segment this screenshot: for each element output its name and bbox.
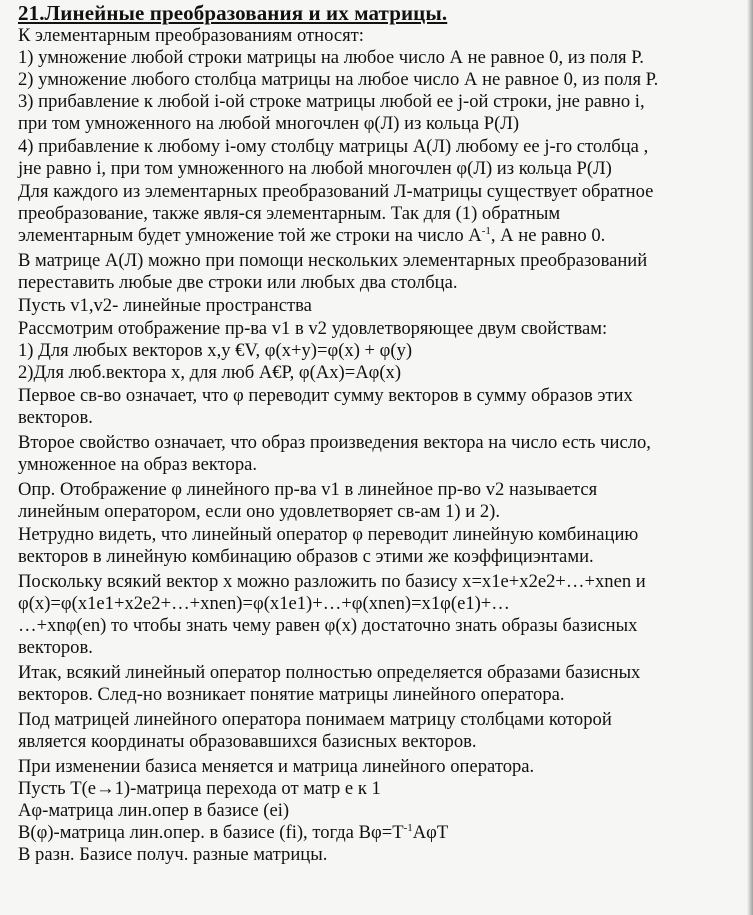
text-line: φ(x)=φ(x1e1+x2e2+…+xnen)=φ(x1e1)+…+φ(xnen)=x1φ(e1)+…	[18, 593, 510, 614]
text-line: Опр. Отображение φ линейного пр-ва v1 в линейное пр-во v2 называется	[18, 479, 598, 500]
paragraph-matrix-def	[18, 709, 743, 753]
text-line: 2)Для люб.вектора x, для люб А€Р, φ(Аx)=Аφ(x)	[18, 362, 402, 383]
paragraph-mapping	[18, 318, 743, 384]
text-line: 3) прибавление к любой i-ой строке матрицы любой ее j-ой строки, jне равно i,	[18, 91, 645, 112]
paragraph-swap	[18, 250, 743, 294]
superscript: -1	[403, 821, 413, 834]
paragraph-definition	[18, 479, 743, 523]
paragraph-linear-combination	[18, 524, 743, 568]
text-line-with-superscript	[18, 822, 743, 844]
text-line: векторов.	[18, 637, 93, 658]
paragraph-determined	[18, 662, 743, 706]
text-line: векторов.	[18, 407, 93, 428]
text-line: при том умноженного на любой многочлен φ(Л) из кольца Р(Л)	[18, 113, 520, 134]
text-line: преобразование, также явля-ся элементарным. Так для (1) обратным	[18, 203, 561, 224]
paragraph-property-1	[18, 385, 743, 429]
text-line: переставить любые две строки или любых два столбца.	[18, 272, 458, 293]
text-line: линейным оператором, если оно удовлетворяет св-ам 1) и 2).	[18, 501, 500, 522]
text-line: Нетрудно видеть, что линейный оператор φ переводит линейную комбинацию	[18, 524, 639, 545]
text-line: 1) умножение любой строки матрицы на любое число А не равное 0, из поля Р.	[18, 47, 644, 68]
text-line: В разн. Базисе получ. разные матрицы.	[18, 844, 328, 865]
text-line: 2) умножение любого столбца матрицы на любое число А не равное 0, из поля Р.	[18, 69, 659, 90]
text-line: Поскольку всякий вектор x можно разложить по базису x=x1e+x2e2+…+xnen и	[18, 571, 646, 592]
paragraph-item-4	[18, 136, 743, 180]
text-line: 1) Для любых векторов x,y €V, φ(x+y)=φ(x) + φ(y)	[18, 340, 413, 361]
text-line: Пусть Т(е→1)-матрица перехода от матр е к 1	[18, 778, 381, 799]
text-line-with-superscript	[18, 225, 743, 247]
text-line: является координаты образовавшихся базисных векторов.	[18, 731, 477, 752]
text-line: …+xnφ(en) то чтобы знать чему равен φ(x) достаточно знать образы базисных	[18, 615, 638, 636]
text-line: Первое св-во означает, что φ переводит сумму векторов в сумму образов этих	[18, 385, 633, 406]
text-line: умноженное на образ вектора.	[18, 454, 258, 475]
text-line: В матрице А(Л) можно при помощи нескольких элементарных преобразований	[18, 250, 648, 271]
paragraph-inverse	[18, 181, 743, 247]
text-line: При изменении базиса меняется и матрица линейного оператора.	[18, 756, 535, 777]
text-fragment: , А не равно 0.	[490, 225, 606, 246]
text-line: Пусть v1,v2- линейные пространства	[18, 295, 312, 316]
text-fragment: В(φ)-матрица лин.опер. в базисе (fi), тогда Вφ=Т	[18, 822, 404, 843]
paragraph-change-basis	[18, 756, 743, 866]
text-line: 4) прибавление к любому i-ому столбцу матрицы А(Л) любому ее j-го столбца ,	[18, 136, 649, 157]
text-line: Для каждого из элементарных преобразований Л-матрицы существует обратное	[18, 181, 654, 202]
text-line: jне равно i, при том умноженного на любой многочлен φ(Л) из кольца Р(Л)	[18, 158, 612, 179]
text-line: векторов в линейную комбинацию образов с этими же коэффициэнтами.	[18, 546, 594, 567]
text-fragment: элементарным будет умножение той же строки на число А	[18, 225, 482, 246]
paragraph-intro	[18, 25, 743, 135]
paragraph-basis	[18, 571, 743, 659]
paragraph-spaces	[18, 295, 743, 317]
page-edge-shadow	[747, 0, 753, 915]
superscript: -1	[481, 224, 491, 237]
text-line: Рассмотрим отображение пр-ва v1 в v2 удовлетворяющее двум свойствам:	[18, 318, 608, 339]
text-line: Второе свойство означает, что образ произведения вектора на число есть число,	[18, 432, 651, 453]
text-line: Аφ-матрица лин.опер в базисе (ei)	[18, 800, 290, 821]
document-title: 21.Линейные преобразования и их матрицы.	[18, 1, 448, 25]
text-line: Под матрицей линейного оператора понимаем матрицу столбцами которой	[18, 709, 612, 730]
text-line: векторов. След-но возникает понятие матрицы линейного оператора.	[18, 684, 565, 705]
text-line: К элементарным преобразованиям относят:	[18, 25, 364, 46]
text-line: Итак, всякий линейный оператор полностью определяется образами базисных	[18, 662, 641, 683]
paragraph-property-2	[18, 432, 743, 476]
text-fragment: АφТ	[412, 822, 449, 843]
